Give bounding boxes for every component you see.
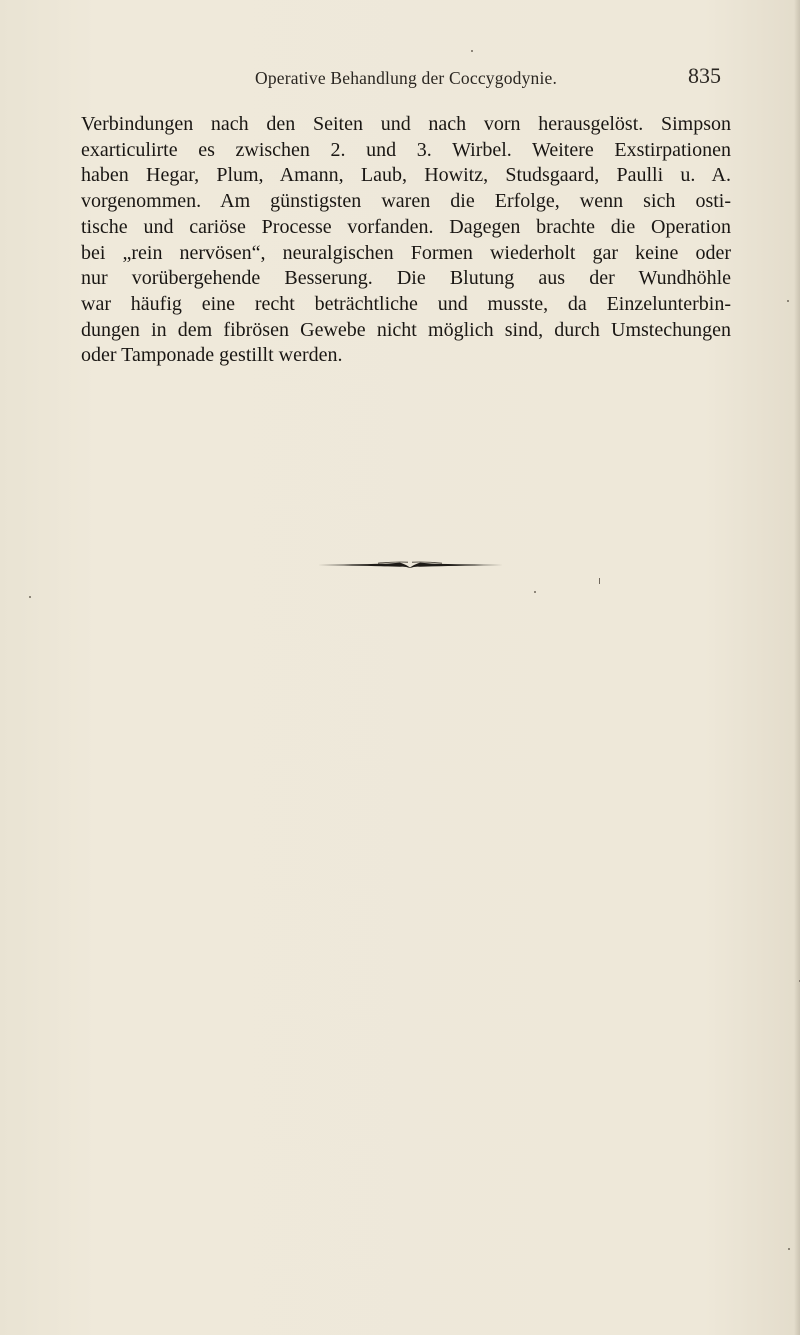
text-line: tische und cariöse Processe vorfanden. Dagegen brachte die Operation [81,215,731,238]
text-line: vorgenommen. Am günstigsten waren die Erfolge, wenn sich osti- [81,190,731,213]
text-line: oder Tamponade gestillt werden. [81,344,343,367]
text-line: war häufig eine recht beträchtliche und musste, da Einzelunterbin- [81,292,731,315]
paper-speck [599,578,600,584]
text-line: bei „rein nervösen“, neuralgischen Formen wiederholt gar keine oder [81,241,731,264]
body-paragraph [81,112,731,369]
text-line: haben Hegar, Plum, Amann, Laub, Howitz, Studsgaard, Paulli u. A. [81,164,731,187]
paper-speck [788,1248,790,1250]
section-end-rule [318,558,503,572]
text-line: exarticulirte es zwischen 2. und 3. Wirbel. Weitere Exstirpationen [81,138,731,161]
text-line: nur vorübergehende Besserung. Die Blutung aus der Wundhöhle [81,267,731,290]
paper-speck [471,50,473,52]
paper-speck [787,300,789,302]
paper-speck [29,596,31,598]
text-line: dungen in dem fibrösen Gewebe nicht möglich sind, durch Umstechungen [81,318,731,341]
page-edge-shadow [794,0,800,1335]
running-head: Operative Behandlung der Coccygodynie. [255,68,558,88]
page-number: 835 [688,63,721,88]
text-line: Verbindungen nach den Seiten und nach vorn herausgelöst. Simpson [81,113,731,135]
paper-speck [534,591,536,593]
